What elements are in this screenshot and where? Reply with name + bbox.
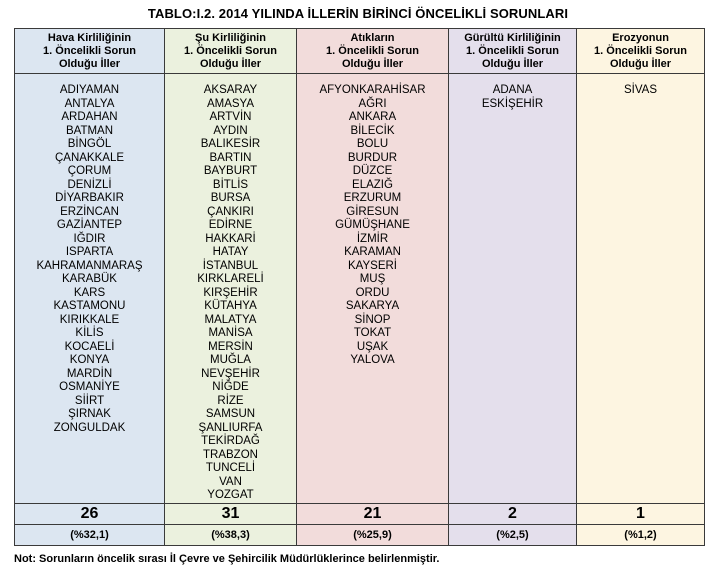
city-item: MERSİN xyxy=(208,340,253,353)
city-item: KARABÜK xyxy=(62,273,117,285)
count-noise: 2 xyxy=(449,503,577,524)
city-item: GAZİANTEP xyxy=(56,219,123,231)
city-item: İSTANBUL xyxy=(202,259,259,272)
city-item: KIRKLARELİ xyxy=(197,273,264,285)
city-list-air xyxy=(15,74,164,435)
city-item: ŞIRNAK xyxy=(68,408,111,420)
city-item: ANKARA xyxy=(348,111,397,123)
city-item: OSMANİYE xyxy=(59,381,120,393)
city-item: HAKKARİ xyxy=(205,232,256,245)
header-air-pollution: Hava Kirliliğinin 1. Öncelikli Sorun Olduğu İller xyxy=(15,29,165,74)
city-item: ISPARTA xyxy=(65,246,114,258)
city-item: EDİRNE xyxy=(208,219,253,231)
header-waste: Atıkların 1. Öncelikli Sorun Olduğu İller xyxy=(297,29,449,74)
city-item: AMASYA xyxy=(206,97,255,110)
city-item: ÇANKIRI xyxy=(207,205,254,218)
city-item: MALATYA xyxy=(204,313,257,326)
city-item: ESKİŞEHİR xyxy=(481,97,544,110)
percent-waste: (%25,9) xyxy=(297,524,449,545)
city-item: BARTIN xyxy=(209,151,252,164)
city-item: NİĞDE xyxy=(212,381,249,393)
city-item: NEVŞEHİR xyxy=(201,367,260,380)
city-item: TOKAT xyxy=(353,327,392,339)
city-item: KAYSERİ xyxy=(348,259,397,272)
city-item: KONYA xyxy=(69,354,110,366)
city-item: GÜMÜŞHANE xyxy=(335,219,410,231)
city-item: AKSARAY xyxy=(203,84,258,96)
percent-air: (%32,1) xyxy=(15,524,165,545)
header-water-pollution: Şu Kirliliğinin 1. Öncelikli Sorun Olduğu İller xyxy=(165,29,297,74)
city-item: ÇORUM xyxy=(67,165,112,177)
priority-problems-table xyxy=(14,28,705,546)
city-item: TEKİRDAĞ xyxy=(201,435,260,447)
city-item: ORDU xyxy=(355,286,390,299)
city-item: KIRŞEHİR xyxy=(203,286,258,299)
city-item: ANTALYA xyxy=(64,97,115,110)
city-item: BURDUR xyxy=(347,151,398,164)
city-item: YALOVA xyxy=(350,354,395,366)
city-item: KAHRAMANMARAŞ xyxy=(36,259,143,272)
city-item: KOCAELİ xyxy=(64,340,115,353)
city-item: SAMSUN xyxy=(205,408,256,420)
city-item: UŞAK xyxy=(356,340,389,353)
city-item: BURSA xyxy=(210,192,251,204)
city-item: ADANA xyxy=(492,84,533,96)
city-item: KİLİS xyxy=(75,327,104,339)
city-item: MUŞ xyxy=(359,273,386,285)
city-item: KASTAMONU xyxy=(53,300,126,312)
percent-noise: (%2,5) xyxy=(449,524,577,545)
city-item: YOZGAT xyxy=(207,489,254,501)
city-item: IĞDIR xyxy=(73,232,106,245)
city-item: ŞANLIURFA xyxy=(198,421,263,434)
city-item: AFYONKARAHİSAR xyxy=(319,84,426,96)
city-item: GİRESUN xyxy=(346,205,399,218)
city-item: MUĞLA xyxy=(210,354,251,366)
city-list-noise xyxy=(449,74,576,111)
city-item: ÇANAKKALE xyxy=(54,151,125,164)
city-item: ARDAHAN xyxy=(61,111,118,123)
city-item: ERZURUM xyxy=(343,192,402,204)
percent-erosion: (%1,2) xyxy=(577,524,705,545)
city-item: ARTVİN xyxy=(209,111,252,123)
header-noise-pollution: Gürültü Kirliliğinin 1. Öncelikli Sorun Olduğu İller xyxy=(449,29,577,74)
cities-row xyxy=(15,74,705,504)
city-item: MARDİN xyxy=(66,367,113,380)
city-item: SAKARYA xyxy=(345,300,400,312)
city-item: KIRIKKALE xyxy=(59,313,120,326)
city-item: KARAMAN xyxy=(344,246,401,258)
city-item: BOLU xyxy=(356,138,389,150)
city-item: BİLECİK xyxy=(350,124,395,137)
city-item: ERZİNCAN xyxy=(60,205,119,218)
city-item: BALIKESİR xyxy=(200,138,261,150)
city-item: BATMAN xyxy=(65,124,114,137)
city-item: İZMİR xyxy=(356,232,389,245)
city-list-water xyxy=(165,74,296,503)
percent-water: (%38,3) xyxy=(165,524,297,545)
city-item: KÜTAHYA xyxy=(204,300,257,312)
city-item: DENİZLİ xyxy=(67,178,112,191)
city-item: AĞRI xyxy=(358,97,387,110)
city-item: DÜZCE xyxy=(352,165,393,177)
city-item: TRABZON xyxy=(203,448,258,461)
city-item: BİTLİS xyxy=(212,178,249,191)
city-item: TUNCELİ xyxy=(205,462,256,474)
city-list-erosion xyxy=(577,74,704,98)
city-item: VAN xyxy=(219,475,242,488)
count-waste: 21 xyxy=(297,503,449,524)
city-item: BİNGÖL xyxy=(67,138,112,150)
table-title: TABLO:I.2. 2014 YILINDA İLLERİN BİRİNCİ ÖNCELİKLİ SORUNLARI xyxy=(147,6,569,21)
city-item: ELAZIĞ xyxy=(352,178,393,191)
count-erosion: 1 xyxy=(577,503,705,524)
percent-row xyxy=(15,524,705,545)
city-item: SİİRT xyxy=(74,394,105,407)
city-item: DİYARBAKIR xyxy=(55,192,124,204)
city-item: RİZE xyxy=(217,394,244,407)
count-row xyxy=(15,503,705,524)
city-item: ZONGULDAK xyxy=(53,421,126,434)
footnote: Not: Sorunların öncelik sırası İl Çevre ve Şehircilik Müdürlüklerince belirlenmiştir. xyxy=(14,553,440,565)
city-item: BAYBURT xyxy=(203,165,258,177)
city-item: SİNOP xyxy=(354,313,391,326)
city-item: HATAY xyxy=(212,246,249,258)
city-item: KARS xyxy=(73,286,106,299)
count-air: 26 xyxy=(15,503,165,524)
city-list-waste xyxy=(297,74,448,368)
city-item: SİVAS xyxy=(623,84,658,96)
header-row xyxy=(15,29,705,74)
city-item: ADIYAMAN xyxy=(59,84,120,96)
header-erosion: Erozyonun 1. Öncelikli Sorun Olduğu İller xyxy=(577,29,705,74)
city-item: MANİSA xyxy=(208,327,253,339)
count-water: 31 xyxy=(165,503,297,524)
city-item: AYDIN xyxy=(213,124,248,137)
